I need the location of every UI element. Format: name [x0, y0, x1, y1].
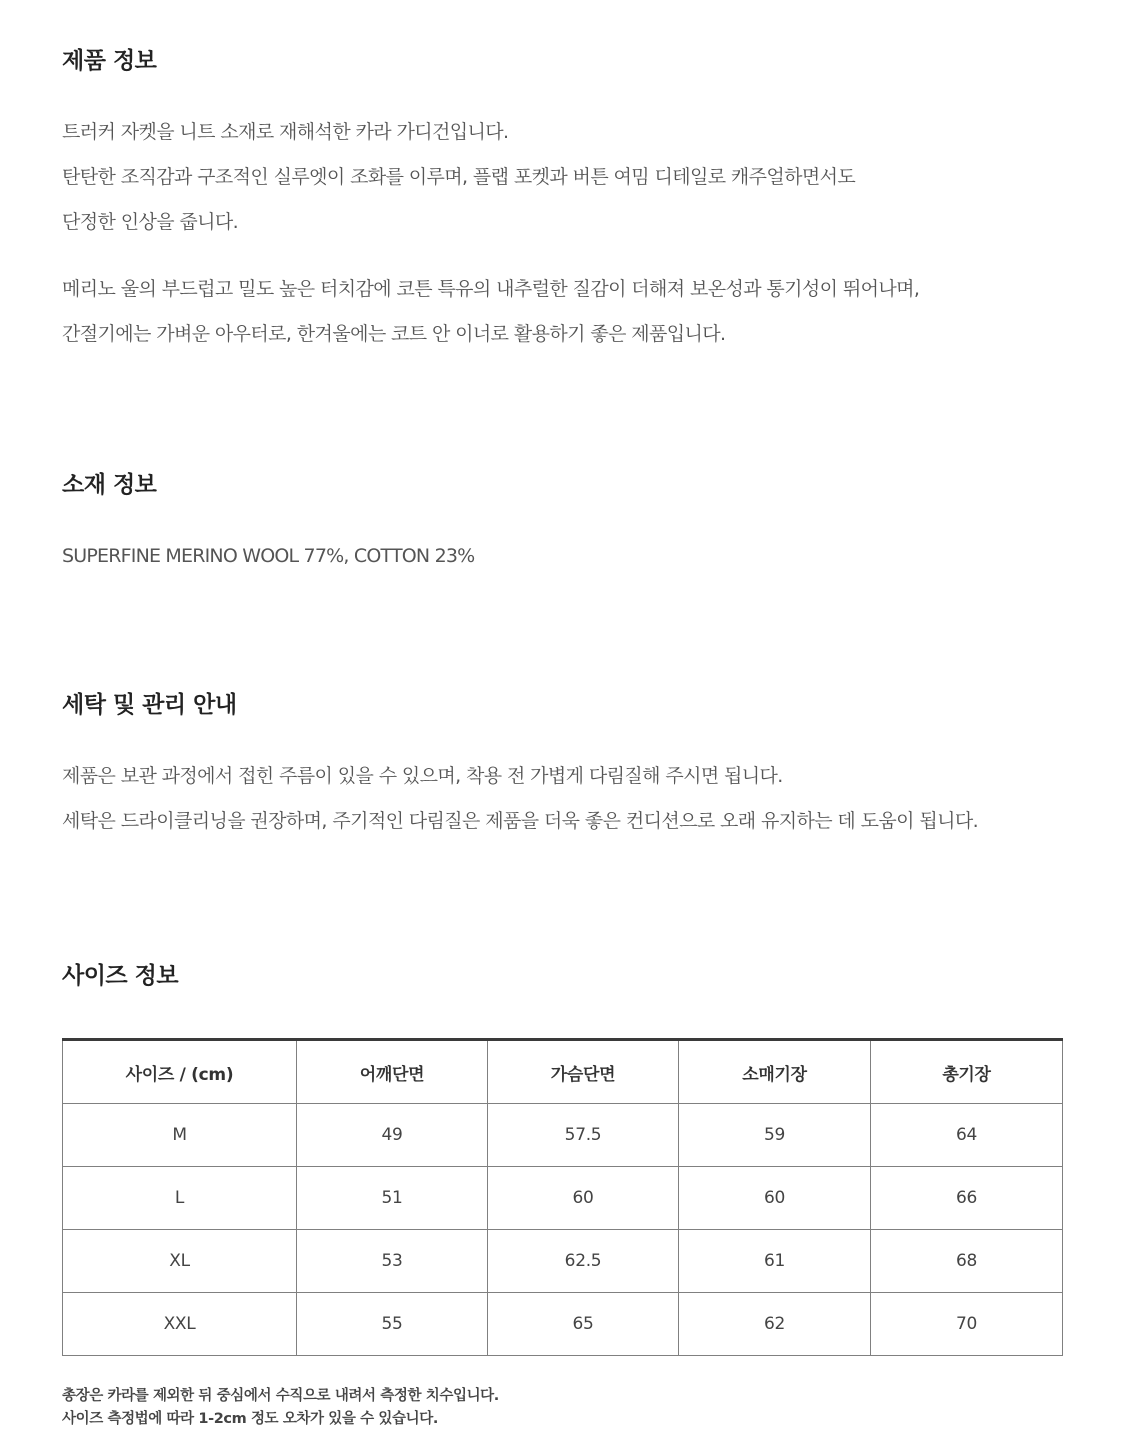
product-info-title: 제품 정보 — [62, 48, 157, 74]
cell-chest: 65 — [488, 1293, 679, 1356]
cell-total-length: 68 — [871, 1230, 1063, 1293]
note-line: 사이즈 측정법에 따라 1-2cm 정도 오차가 있을 수 있습니다. — [62, 1411, 438, 1427]
cell-shoulder: 53 — [297, 1230, 488, 1293]
header-size: 사이즈 / (cm) — [63, 1040, 297, 1104]
cell-shoulder: 51 — [297, 1167, 488, 1230]
text-line: 세탁은 드라이클리닝을 권장하며, 주기적인 다림질은 제품을 더욱 좋은 컨디션으로 오래 유지하는 데 도움이 됩니다. — [62, 810, 979, 832]
text-line: 메리노 울의 부드럽고 밀도 높은 터치감에 코튼 특유의 내추럴한 질감이 더해져 보온성과 통기성이 뛰어나며, — [62, 278, 920, 300]
cell-chest: 62.5 — [488, 1230, 679, 1293]
cell-chest: 57.5 — [488, 1104, 679, 1167]
text-line: 간절기에는 가벼운 아우터로, 한겨울에는 코트 안 이너로 활용하기 좋은 제품입니다. — [62, 323, 726, 345]
cell-shoulder: 55 — [297, 1293, 488, 1356]
cell-sleeve: 60 — [679, 1167, 871, 1230]
note-line: 총장은 카라를 제외한 뒤 중심에서 수직으로 내려서 측정한 치수입니다. — [62, 1388, 499, 1404]
material-info-title: 소재 정보 — [62, 472, 157, 498]
cell-total-length: 66 — [871, 1167, 1063, 1230]
header-shoulder-width: 어깨단면 — [297, 1040, 488, 1104]
text-line: 단정한 인상을 줍니다. — [62, 211, 239, 233]
cell-sleeve: 62 — [679, 1293, 871, 1356]
product-description-paragraph-2 — [62, 267, 919, 357]
cell-size: XXL — [63, 1293, 297, 1356]
cell-total-length: 70 — [871, 1293, 1063, 1356]
cell-total-length: 64 — [871, 1104, 1063, 1167]
cell-size: L — [63, 1167, 297, 1230]
care-info-title: 세탁 및 관리 안내 — [62, 692, 237, 718]
table-header-row — [63, 1040, 1063, 1104]
cell-sleeve: 61 — [679, 1230, 871, 1293]
care-instructions — [62, 754, 978, 844]
table-row — [63, 1104, 1063, 1167]
cell-sleeve: 59 — [679, 1104, 871, 1167]
material-composition: SUPERFINE MERINO WOOL 77%, COTTON 23% — [62, 545, 475, 567]
text-line: 트러커 자켓을 니트 소재로 재해석한 카라 가디건입니다. — [62, 121, 509, 143]
cell-chest: 60 — [488, 1167, 679, 1230]
table-row — [63, 1167, 1063, 1230]
header-chest-width: 가슴단면 — [488, 1040, 679, 1104]
size-table — [62, 1038, 1063, 1356]
table-row — [63, 1293, 1063, 1356]
cell-size: XL — [63, 1230, 297, 1293]
size-info-title: 사이즈 정보 — [62, 963, 179, 989]
header-total-length: 총기장 — [871, 1040, 1063, 1104]
cell-shoulder: 49 — [297, 1104, 488, 1167]
text-line: 탄탄한 조직감과 구조적인 실루엣이 조화를 이루며, 플랩 포켓과 버튼 여밈 디테일로 캐주얼하면서도 — [62, 166, 856, 188]
table-row — [63, 1230, 1063, 1293]
cell-size: M — [63, 1104, 297, 1167]
header-sleeve-length: 소매기장 — [679, 1040, 871, 1104]
text-line: 제품은 보관 과정에서 접힌 주름이 있을 수 있으며, 착용 전 가볍게 다림질해 주시면 됩니다. — [62, 765, 783, 787]
size-notes — [62, 1385, 499, 1431]
product-description-paragraph-1 — [62, 110, 855, 245]
